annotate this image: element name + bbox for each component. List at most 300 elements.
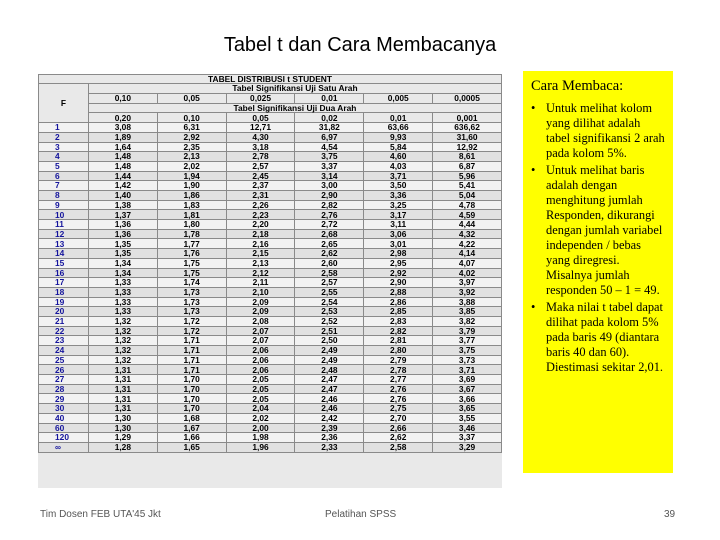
critical-value-cell: 3,17 [364, 210, 433, 220]
critical-value-cell: 4,14 [433, 249, 502, 259]
critical-value-cell: 2,92 [157, 132, 226, 142]
critical-value-cell: 2,60 [295, 258, 364, 268]
critical-value-cell: 1,71 [157, 355, 226, 365]
slide-title: Tabel t dan Cara Membacanya [223, 34, 497, 56]
df-header: F [39, 84, 89, 123]
critical-value-cell: 1,32 [88, 316, 157, 326]
critical-value-cell: 2,47 [295, 384, 364, 394]
critical-value-cell: 1,78 [157, 229, 226, 239]
t-table [38, 74, 502, 453]
critical-value-cell: 2,06 [226, 346, 295, 356]
critical-value-cell: 2,95 [364, 258, 433, 268]
critical-value-cell: 3,92 [433, 287, 502, 297]
df-cell: 30 [39, 404, 89, 414]
critical-value-cell: 1,31 [88, 365, 157, 375]
critical-value-cell: 3,71 [433, 365, 502, 375]
table-row [39, 249, 502, 259]
critical-value-cell: 3,82 [433, 316, 502, 326]
critical-value-cell: 2,06 [226, 365, 295, 375]
df-cell: 1 [39, 123, 89, 133]
critical-value-cell: 3,06 [364, 229, 433, 239]
table-row [39, 142, 502, 152]
critical-value-cell: 3,66 [433, 394, 502, 404]
table-row [39, 384, 502, 394]
note-bullet: • Untuk melihat kolom yang dilihat adalah tabel signifikansi 2 arah pada kolom 5%. [523, 101, 673, 161]
df-cell: 15 [39, 258, 89, 268]
critical-value-cell: 3,29 [433, 442, 502, 452]
critical-value-cell: 4,32 [433, 229, 502, 239]
footer-author: Tim Dosen FEB UTA'45 Jkt [40, 509, 161, 520]
note-list [523, 101, 673, 375]
critical-value-cell: 3,85 [433, 307, 502, 317]
one-tail-alpha: 0,05 [157, 93, 226, 103]
critical-value-cell: 1,44 [88, 171, 157, 181]
critical-value-cell: 2,37 [226, 181, 295, 191]
critical-value-cell: 1,80 [157, 220, 226, 230]
table-row [39, 404, 502, 414]
df-cell: 8 [39, 191, 89, 201]
critical-value-cell: 1,65 [157, 442, 226, 452]
df-cell: 17 [39, 278, 89, 288]
critical-value-cell: 2,92 [364, 268, 433, 278]
table-row [39, 336, 502, 346]
critical-value-cell: 2,86 [364, 297, 433, 307]
one-tail-header: Tabel Signifikansi Uji Satu Arah [88, 84, 501, 93]
two-tail-header: Tabel Signifikansi Uji Dua Arah [88, 103, 501, 112]
note-bullet: • Maka nilai t tabel dapat dilihat pada kolom 5% pada baris 49 (diantara baris 40 dan 60). Diestimasi sekitar 2,01. [523, 300, 673, 375]
critical-value-cell: 2,78 [364, 365, 433, 375]
critical-value-cell: 2,79 [364, 355, 433, 365]
table-row [39, 220, 502, 230]
critical-value-cell: 1,86 [157, 191, 226, 201]
critical-value-cell: 2,85 [364, 307, 433, 317]
critical-value-cell: 2,53 [295, 307, 364, 317]
critical-value-cell: 1,77 [157, 239, 226, 249]
critical-value-cell: 2,82 [295, 200, 364, 210]
two-tail-alpha: 0,10 [157, 113, 226, 123]
critical-value-cell: 1,74 [157, 278, 226, 288]
critical-value-cell: 2,45 [226, 171, 295, 181]
critical-value-cell: 2,05 [226, 394, 295, 404]
critical-value-cell: 1,35 [88, 239, 157, 249]
table-row [39, 394, 502, 404]
table-row [39, 423, 502, 433]
critical-value-cell: 31,82 [295, 123, 364, 133]
critical-value-cell: 1,96 [226, 442, 295, 452]
critical-value-cell: 5,84 [364, 142, 433, 152]
critical-value-cell: 4,22 [433, 239, 502, 249]
critical-value-cell: 1,33 [88, 307, 157, 317]
critical-value-cell: 4,78 [433, 200, 502, 210]
critical-value-cell: 3,97 [433, 278, 502, 288]
critical-value-cell: 2,46 [295, 404, 364, 414]
critical-value-cell: 12,92 [433, 142, 502, 152]
critical-value-cell: 2,48 [295, 365, 364, 375]
df-cell: 18 [39, 287, 89, 297]
critical-value-cell: 1,31 [88, 404, 157, 414]
one-tail-alpha: 0,01 [295, 93, 364, 103]
two-tail-alpha: 0,20 [88, 113, 157, 123]
page-number: 39 [664, 509, 676, 520]
df-cell: 12 [39, 229, 89, 239]
df-cell: 10 [39, 210, 89, 220]
critical-value-cell: 12,71 [226, 123, 295, 133]
critical-value-cell: 1,70 [157, 375, 226, 385]
note-bullet: • Untuk melihat baris adalah dengan menghitung jumlah Responden, dikurangi dengan jumlah variabel independen / bebas yang diregresi. Misalnya jumlah responden 50 – 1 = 49. [523, 163, 673, 298]
critical-value-cell: 2,20 [226, 220, 295, 230]
t-distribution-table-image [38, 74, 502, 488]
critical-value-cell: 1,33 [88, 297, 157, 307]
critical-value-cell: 2,81 [364, 336, 433, 346]
critical-value-cell: 2,09 [226, 297, 295, 307]
critical-value-cell: 4,03 [364, 161, 433, 171]
critical-value-cell: 3,77 [433, 336, 502, 346]
critical-value-cell: 3,25 [364, 200, 433, 210]
critical-value-cell: 1,30 [88, 413, 157, 423]
critical-value-cell: 5,41 [433, 181, 502, 191]
df-cell: 4 [39, 152, 89, 162]
critical-value-cell: 4,54 [295, 142, 364, 152]
table-row [39, 200, 502, 210]
critical-value-cell: 2,75 [364, 404, 433, 414]
critical-value-cell: 2,00 [226, 423, 295, 433]
critical-value-cell: 1,72 [157, 316, 226, 326]
df-cell: 11 [39, 220, 89, 230]
df-cell: 16 [39, 268, 89, 278]
df-cell: 7 [39, 181, 89, 191]
critical-value-cell: 2,05 [226, 384, 295, 394]
table-row [39, 365, 502, 375]
critical-value-cell: 1,72 [157, 326, 226, 336]
critical-value-cell: 3,18 [226, 142, 295, 152]
critical-value-cell: 1,71 [157, 365, 226, 375]
critical-value-cell: 2,88 [364, 287, 433, 297]
table-row [39, 229, 502, 239]
df-cell: 22 [39, 326, 89, 336]
table-row [39, 191, 502, 201]
critical-value-cell: 2,77 [364, 375, 433, 385]
critical-value-cell: 3,69 [433, 375, 502, 385]
critical-value-cell: 2,26 [226, 200, 295, 210]
critical-value-cell: 2,52 [295, 316, 364, 326]
table-row [39, 307, 502, 317]
critical-value-cell: 1,34 [88, 258, 157, 268]
table-row [39, 278, 502, 288]
critical-value-cell: 4,07 [433, 258, 502, 268]
df-cell: 28 [39, 384, 89, 394]
critical-value-cell: 2,57 [226, 161, 295, 171]
table-row [39, 346, 502, 356]
critical-value-cell: 2,49 [295, 355, 364, 365]
critical-value-cell: 1,73 [157, 297, 226, 307]
critical-value-cell: 2,02 [157, 161, 226, 171]
df-cell: 27 [39, 375, 89, 385]
critical-value-cell: 6,31 [157, 123, 226, 133]
one-tail-alpha: 0,025 [226, 93, 295, 103]
df-cell: 9 [39, 200, 89, 210]
table-row [39, 239, 502, 249]
table-row [39, 161, 502, 171]
critical-value-cell: 2,55 [295, 287, 364, 297]
critical-value-cell: 1,98 [226, 433, 295, 443]
critical-value-cell: 1,32 [88, 346, 157, 356]
critical-value-cell: 2,83 [364, 316, 433, 326]
critical-value-cell: 1,32 [88, 326, 157, 336]
df-cell: 25 [39, 355, 89, 365]
critical-value-cell: 1,29 [88, 433, 157, 443]
critical-value-cell: 3,11 [364, 220, 433, 230]
table-row [39, 210, 502, 220]
critical-value-cell: 3,50 [364, 181, 433, 191]
critical-value-cell: 3,71 [364, 171, 433, 181]
critical-value-cell: 4,02 [433, 268, 502, 278]
critical-value-cell: 2,08 [226, 316, 295, 326]
critical-value-cell: 2,51 [295, 326, 364, 336]
critical-value-cell: 2,58 [295, 268, 364, 278]
critical-value-cell: 1,35 [88, 249, 157, 259]
critical-value-cell: 4,60 [364, 152, 433, 162]
critical-value-cell: 4,59 [433, 210, 502, 220]
critical-value-cell: 2,70 [364, 413, 433, 423]
critical-value-cell: 2,58 [364, 442, 433, 452]
table-row [39, 316, 502, 326]
note-title: Cara Membaca: [531, 78, 624, 94]
critical-value-cell: 3,73 [433, 355, 502, 365]
critical-value-cell: 5,96 [433, 171, 502, 181]
table-row [39, 413, 502, 423]
df-cell: 14 [39, 249, 89, 259]
critical-value-cell: 2,07 [226, 336, 295, 346]
critical-value-cell: 1,33 [88, 278, 157, 288]
reading-instructions-box [523, 71, 673, 473]
critical-value-cell: 1,34 [88, 268, 157, 278]
table-row [39, 132, 502, 142]
critical-value-cell: 4,44 [433, 220, 502, 230]
critical-value-cell: 2,98 [364, 249, 433, 259]
one-tail-alpha: 0,10 [88, 93, 157, 103]
df-cell: 40 [39, 413, 89, 423]
critical-value-cell: 1,76 [157, 249, 226, 259]
critical-value-cell: 2,10 [226, 287, 295, 297]
critical-value-cell: 1,71 [157, 346, 226, 356]
critical-value-cell: 1,89 [88, 132, 157, 142]
critical-value-cell: 3,55 [433, 413, 502, 423]
one-tail-alpha: 0,005 [364, 93, 433, 103]
critical-value-cell: 1,31 [88, 375, 157, 385]
critical-value-cell: 9,93 [364, 132, 433, 142]
critical-value-cell: 2,90 [295, 191, 364, 201]
critical-value-cell: 3,37 [433, 433, 502, 443]
critical-value-cell: 3,75 [433, 346, 502, 356]
critical-value-cell: 1,37 [88, 210, 157, 220]
critical-value-cell: 3,65 [433, 404, 502, 414]
table-row [39, 171, 502, 181]
df-cell: ∞ [39, 442, 89, 452]
critical-value-cell: 1,83 [157, 200, 226, 210]
df-cell: 20 [39, 307, 89, 317]
critical-value-cell: 2,06 [226, 355, 295, 365]
critical-value-cell: 2,47 [295, 375, 364, 385]
critical-value-cell: 2,90 [364, 278, 433, 288]
df-cell: 120 [39, 433, 89, 443]
critical-value-cell: 2,33 [295, 442, 364, 452]
critical-value-cell: 3,37 [295, 161, 364, 171]
critical-value-cell: 2,12 [226, 268, 295, 278]
critical-value-cell: 2,54 [295, 297, 364, 307]
critical-value-cell: 1,70 [157, 404, 226, 414]
two-tail-alpha: 0,02 [295, 113, 364, 123]
critical-value-cell: 31,60 [433, 132, 502, 142]
critical-value-cell: 1,73 [157, 307, 226, 317]
df-cell: 29 [39, 394, 89, 404]
df-cell: 19 [39, 297, 89, 307]
df-cell: 5 [39, 161, 89, 171]
critical-value-cell: 3,01 [364, 239, 433, 249]
table-row [39, 326, 502, 336]
critical-value-cell: 6,87 [433, 161, 502, 171]
critical-value-cell: 636,62 [433, 123, 502, 133]
critical-value-cell: 5,04 [433, 191, 502, 201]
critical-value-cell: 2,50 [295, 336, 364, 346]
critical-value-cell: 3,88 [433, 297, 502, 307]
critical-value-cell: 4,30 [226, 132, 295, 142]
critical-value-cell: 2,76 [364, 384, 433, 394]
critical-value-cell: 1,42 [88, 181, 157, 191]
table-row [39, 268, 502, 278]
critical-value-cell: 2,72 [295, 220, 364, 230]
critical-value-cell: 2,62 [295, 249, 364, 259]
critical-value-cell: 3,08 [88, 123, 157, 133]
critical-value-cell: 2,35 [157, 142, 226, 152]
critical-value-cell: 1,28 [88, 442, 157, 452]
table-row [39, 442, 502, 452]
critical-value-cell: 2,82 [364, 326, 433, 336]
critical-value-cell: 1,94 [157, 171, 226, 181]
df-cell: 26 [39, 365, 89, 375]
df-cell: 3 [39, 142, 89, 152]
df-cell: 24 [39, 346, 89, 356]
critical-value-cell: 1,32 [88, 336, 157, 346]
table-row [39, 287, 502, 297]
critical-value-cell: 1,68 [157, 413, 226, 423]
critical-value-cell: 1,66 [157, 433, 226, 443]
footer-course: Pelatihan SPSS [325, 509, 397, 520]
df-cell: 6 [39, 171, 89, 181]
critical-value-cell: 1,36 [88, 220, 157, 230]
critical-value-cell: 2,13 [226, 258, 295, 268]
critical-value-cell: 3,46 [433, 423, 502, 433]
critical-value-cell: 2,62 [364, 433, 433, 443]
table-row [39, 355, 502, 365]
critical-value-cell: 2,05 [226, 375, 295, 385]
critical-value-cell: 2,16 [226, 239, 295, 249]
table-row [39, 433, 502, 443]
table-row [39, 181, 502, 191]
table-row [39, 375, 502, 385]
two-tail-alpha: 0,01 [364, 113, 433, 123]
critical-value-cell: 1,48 [88, 161, 157, 171]
table-row [39, 297, 502, 307]
critical-value-cell: 2,07 [226, 326, 295, 336]
table-row [39, 152, 502, 162]
critical-value-cell: 1,31 [88, 384, 157, 394]
critical-value-cell: 2,09 [226, 307, 295, 317]
critical-value-cell: 1,36 [88, 229, 157, 239]
df-cell: 2 [39, 132, 89, 142]
table-row [39, 123, 502, 133]
critical-value-cell: 2,36 [295, 433, 364, 443]
critical-value-cell: 2,31 [226, 191, 295, 201]
critical-value-cell: 2,65 [295, 239, 364, 249]
critical-value-cell: 1,33 [88, 287, 157, 297]
two-tail-alpha: 0,001 [433, 113, 502, 123]
df-cell: 60 [39, 423, 89, 433]
critical-value-cell: 3,75 [295, 152, 364, 162]
critical-value-cell: 1,64 [88, 142, 157, 152]
critical-value-cell: 1,81 [157, 210, 226, 220]
critical-value-cell: 1,67 [157, 423, 226, 433]
critical-value-cell: 2,76 [364, 394, 433, 404]
critical-value-cell: 2,02 [226, 413, 295, 423]
critical-value-cell: 2,18 [226, 229, 295, 239]
critical-value-cell: 2,68 [295, 229, 364, 239]
critical-value-cell: 1,70 [157, 384, 226, 394]
critical-value-cell: 2,66 [364, 423, 433, 433]
critical-value-cell: 1,38 [88, 200, 157, 210]
df-cell: 13 [39, 239, 89, 249]
critical-value-cell: 2,13 [157, 152, 226, 162]
critical-value-cell: 2,39 [295, 423, 364, 433]
critical-value-cell: 1,32 [88, 355, 157, 365]
critical-value-cell: 2,76 [295, 210, 364, 220]
critical-value-cell: 2,11 [226, 278, 295, 288]
critical-value-cell: 2,46 [295, 394, 364, 404]
critical-value-cell: 1,48 [88, 152, 157, 162]
critical-value-cell: 3,00 [295, 181, 364, 191]
critical-value-cell: 63,66 [364, 123, 433, 133]
critical-value-cell: 1,75 [157, 268, 226, 278]
critical-value-cell: 2,49 [295, 346, 364, 356]
critical-value-cell: 2,80 [364, 346, 433, 356]
critical-value-cell: 3,67 [433, 384, 502, 394]
df-cell: 21 [39, 316, 89, 326]
critical-value-cell: 2,78 [226, 152, 295, 162]
critical-value-cell: 3,79 [433, 326, 502, 336]
critical-value-cell: 6,97 [295, 132, 364, 142]
critical-value-cell: 1,75 [157, 258, 226, 268]
critical-value-cell: 2,57 [295, 278, 364, 288]
critical-value-cell: 1,73 [157, 287, 226, 297]
one-tail-alpha: 0,0005 [433, 93, 502, 103]
critical-value-cell: 8,61 [433, 152, 502, 162]
t-table-title: TABEL DISTRIBUSI t STUDENT [39, 75, 502, 84]
critical-value-cell: 1,70 [157, 394, 226, 404]
critical-value-cell: 1,30 [88, 423, 157, 433]
critical-value-cell: 3,14 [295, 171, 364, 181]
critical-value-cell: 2,23 [226, 210, 295, 220]
critical-value-cell: 3,36 [364, 191, 433, 201]
critical-value-cell: 1,40 [88, 191, 157, 201]
critical-value-cell: 2,15 [226, 249, 295, 259]
critical-value-cell: 2,04 [226, 404, 295, 414]
critical-value-cell: 1,31 [88, 394, 157, 404]
two-tail-alpha: 0,05 [226, 113, 295, 123]
critical-value-cell: 1,90 [157, 181, 226, 191]
table-row [39, 258, 502, 268]
df-cell: 23 [39, 336, 89, 346]
critical-value-cell: 2,42 [295, 413, 364, 423]
critical-value-cell: 1,71 [157, 336, 226, 346]
